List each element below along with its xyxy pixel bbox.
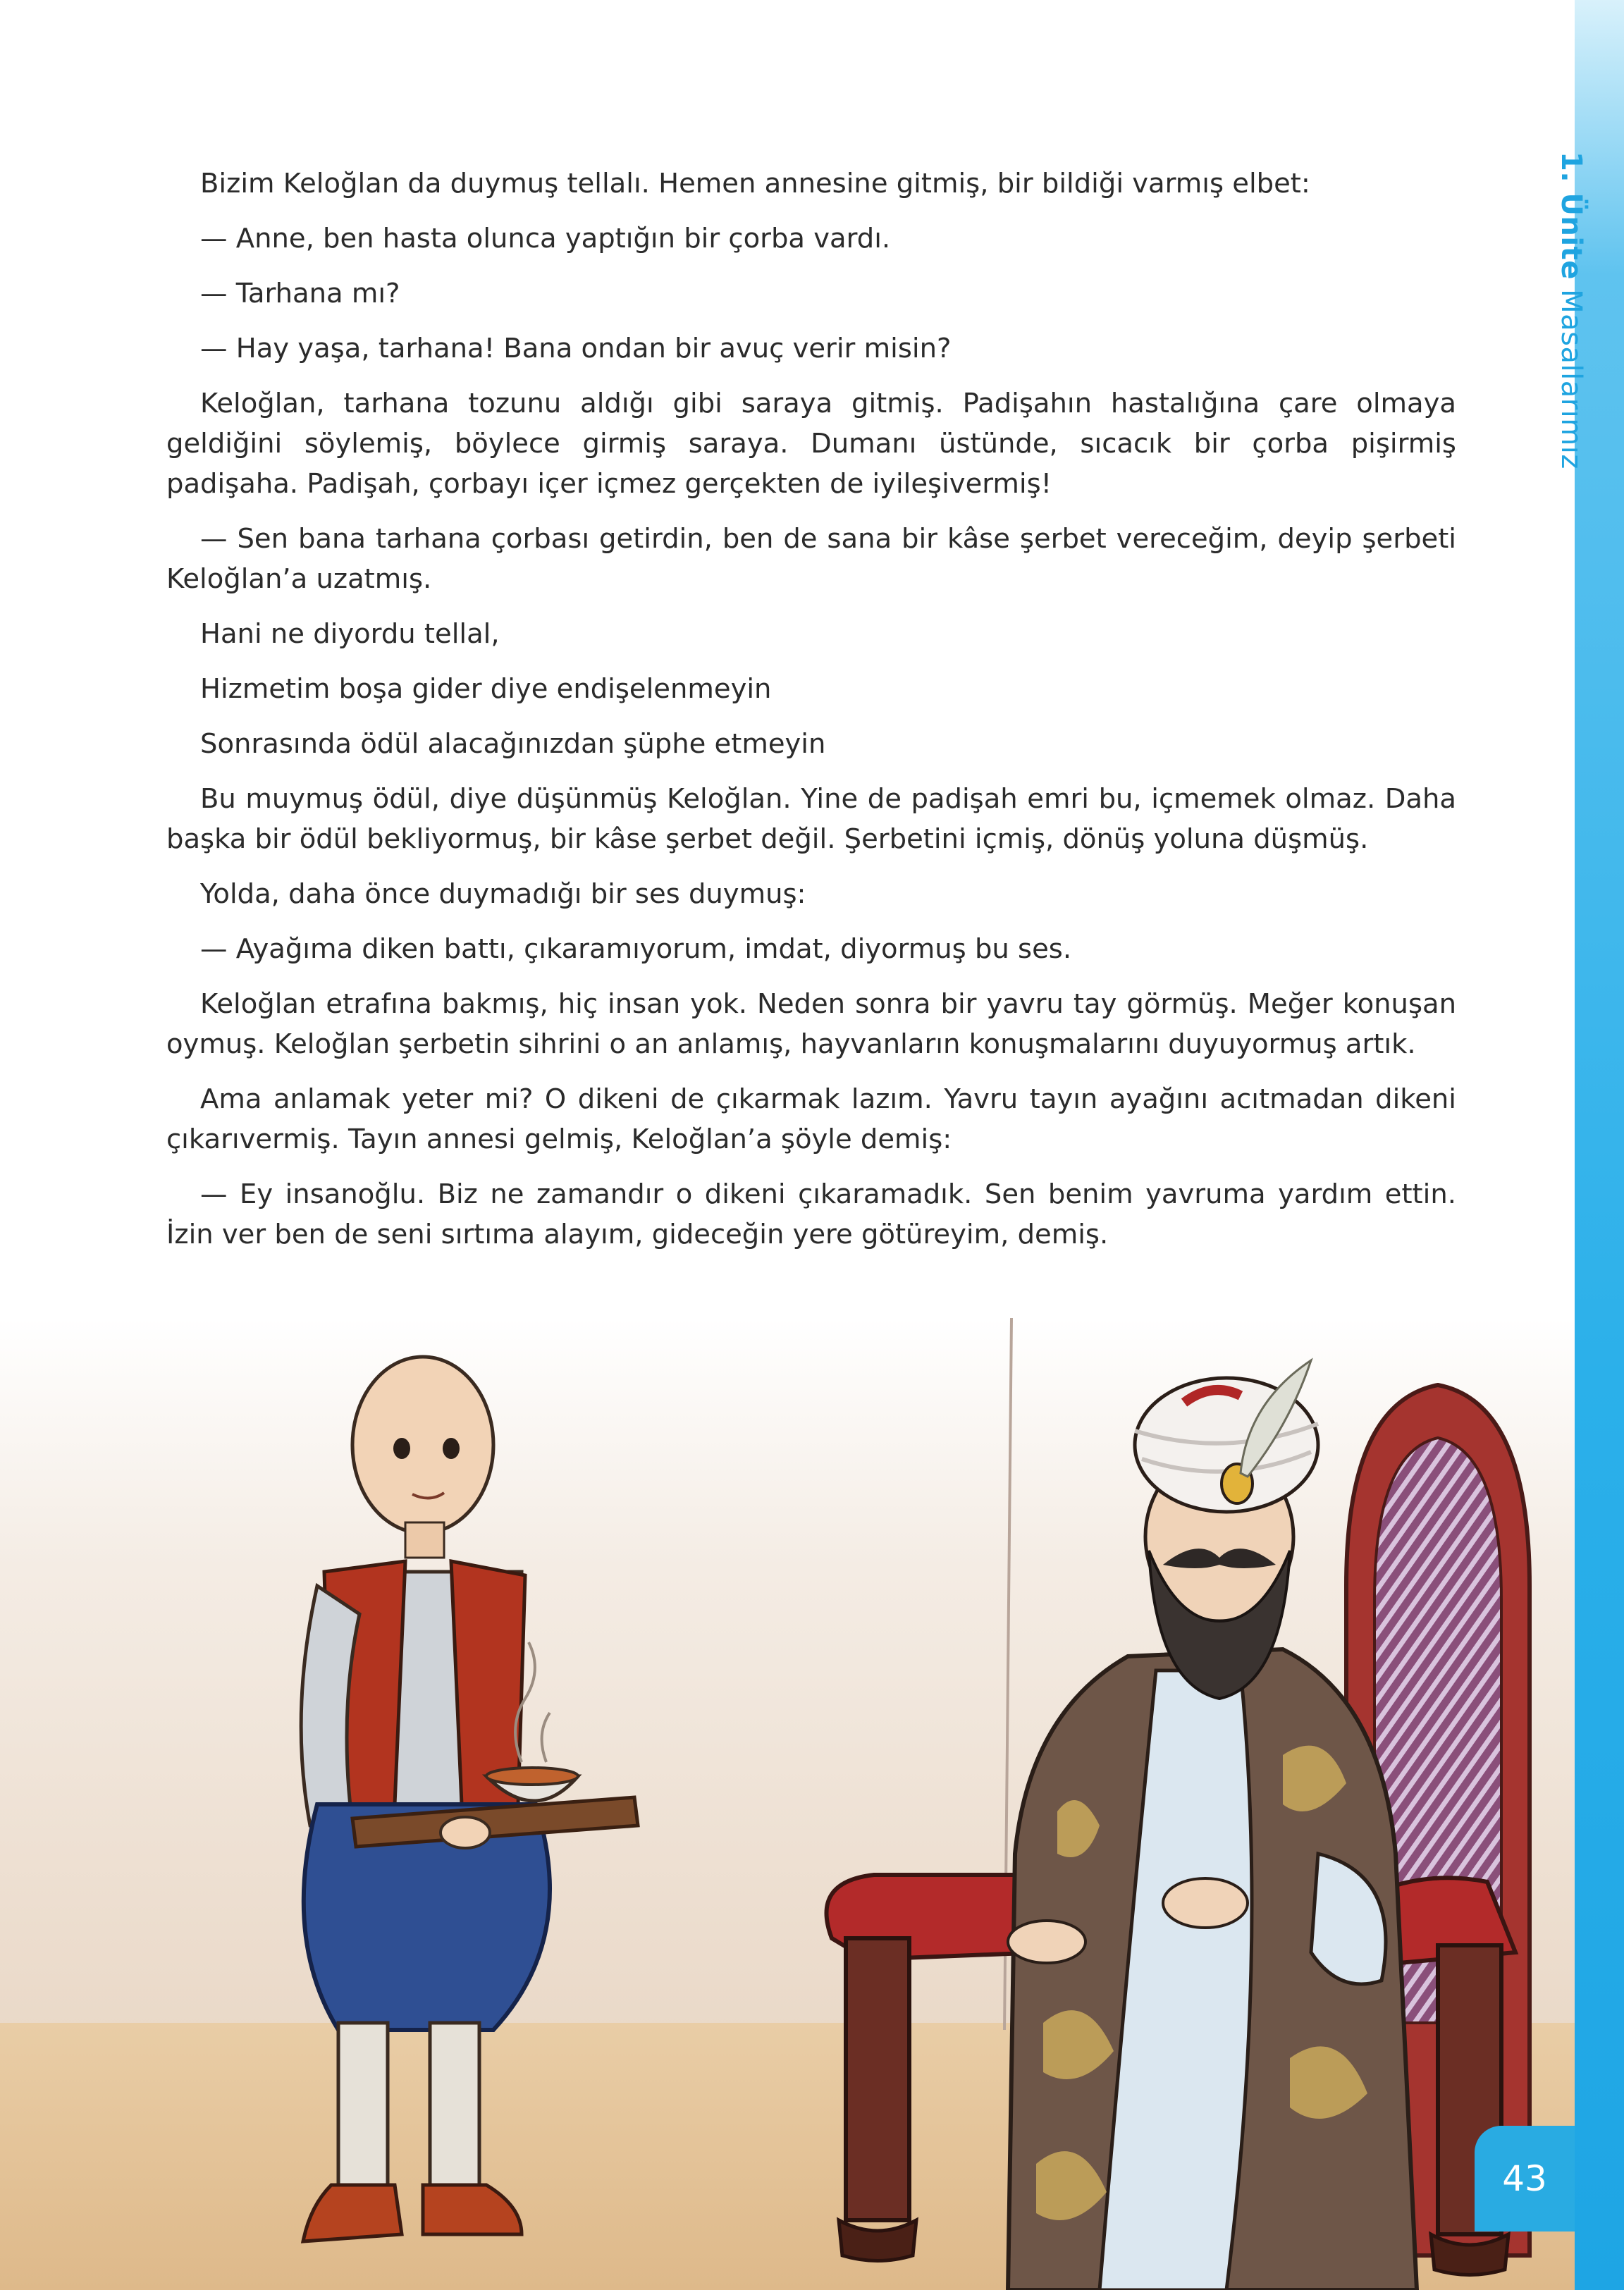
unit-number: 1. Ünite — [1555, 152, 1587, 280]
dialogue-line: — Anne, ben hasta olunca yaptığın bir çorba vardı. — [200, 223, 891, 254]
dialogue-line: — Tarhana mı? — [200, 278, 400, 309]
page-number-badge — [1475, 2126, 1575, 2231]
paragraph: Keloğlan, tarhana tozunu aldığı gibi saraya gitmiş. Padişahın hastalığına çare olmaya geldiğini söylemiş, böylece girmiş saraya. Dumanı üstünde, sıcacık bir çorba pişirmiş padişaha. Padişah, çorbayı içer içmez gerçekten de iyileşivermiş! — [166, 388, 1456, 500]
story-text — [166, 164, 1456, 1269]
keloglan-neck — [405, 1522, 444, 1558]
unit-title: Masallarımız — [1555, 289, 1587, 469]
story-illustration — [0, 1318, 1575, 2290]
paragraph: Ama anlamak yeter mi? O dikeni de çıkarmak lazım. Yavru tayın ayağını acıtmadan dikeni çıkarıvermiş. Tayın annesi gelmiş, Keloğlan’a şöyle demiş: — [166, 1083, 1456, 1155]
keloglan-head — [352, 1357, 493, 1533]
paragraph: Yolda, daha önce duymadığı bir ses duymuş: — [200, 878, 806, 910]
verse-line: Hani ne diyordu tellal, — [200, 618, 500, 650]
dialogue-line: — Ayağıma diken battı, çıkaramıyorum, imdat, diyormuş bu ses. — [200, 933, 1072, 965]
keloglan-hand — [441, 1817, 490, 1848]
verse-line: Sonrasında ödül alacağınızdan şüphe etmeyin — [200, 728, 826, 760]
verse-line: Hizmetim boşa gider diye endişelenmeyin — [200, 673, 772, 705]
page-number: 43 — [1502, 2158, 1547, 2199]
unit-label — [1555, 152, 1587, 469]
keloglan-leg-left — [338, 2023, 388, 2185]
paragraph: Keloğlan etrafına bakmış, hiç insan yok. Neden sonra bir yavru tay görmüş. Meğer konuşan oymuş. Keloğlan şerbetin sihrini o an anlamış, hayvanların konuşmalarını duyuyormuş artık. — [166, 988, 1456, 1060]
sultan-knee-hand — [1008, 1921, 1085, 1963]
sultan-hand — [1163, 1878, 1248, 1928]
dialogue-line: — Sen bana tarhana çorbası getirdin, ben de sana bir kâse şerbet vereceğim, deyip şerbeti Keloğlan’a uzatmış. — [166, 523, 1456, 595]
paragraph: Bizim Keloğlan da duymuş tellalı. Hemen annesine gitmiş, bir bildiği varmış elbet: — [200, 168, 1310, 199]
dialogue-line: — Hay yaşa, tarhana! Bana ondan bir avuç verir misin? — [200, 333, 952, 364]
dialogue-line: — Ey insanoğlu. Biz ne zamandır o dikeni çıkaramadık. Sen benim yavruma yardım ettin. İzin ver ben de seni sırtıma alayım, gideceğin yere götüreyim, demiş. — [166, 1178, 1456, 1250]
paragraph: Bu muymuş ödül, diye düşünmüş Keloğlan. Yine de padişah emri bu, içmemek olmaz. Daha başka bir ödül bekliyormuş, bir kâse şerbet değil. Şerbetini içmiş, dönüş yoluna düşmüş. — [166, 783, 1456, 855]
keloglan-leg-right — [430, 2023, 479, 2185]
